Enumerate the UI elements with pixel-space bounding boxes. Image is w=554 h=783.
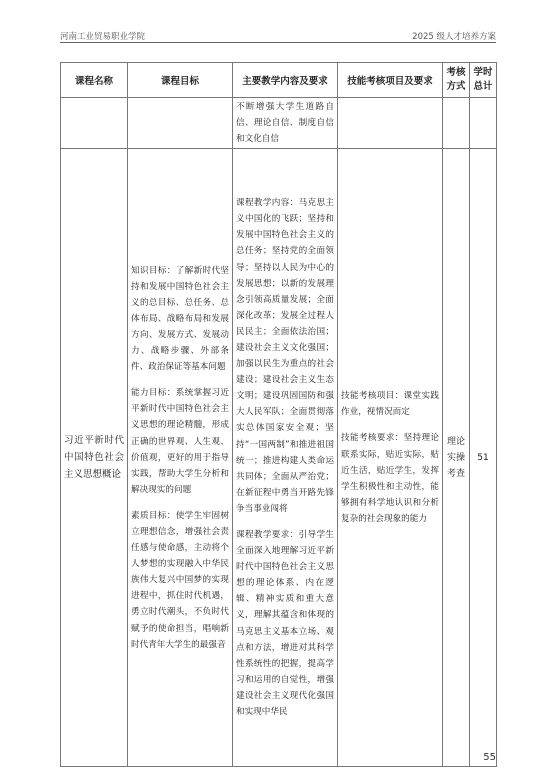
curriculum-table [60, 62, 497, 767]
row2-assessment-method: 理论实操考查 [443, 149, 470, 767]
header-course-name: 课程名称 [61, 63, 128, 98]
page-number: 55 [483, 752, 496, 763]
header-teaching-content: 主要教学内容及要求 [233, 63, 338, 98]
content-teaching: 课程教学内容：马克思主义中国化的飞跃；坚持和发展中国特色社会主义的总任务；坚持党的全面领导；坚持以人民为中心的发展思想；以新的发展理念引领高质量发展；全面深化改革；发展全过程人民民主；全面依法治国；建设社会主义文化强国；加强以民生为重点的社会建设；建设社会主义生态文明；建设巩固国防和强大人民军队；全面贯彻落实总体国家安全观；坚持“一国两制”和推进祖国统一；推进构建人类命运共同体；全面从严治党；在新征程中勇当开路先锋争当事业闯将 [236, 198, 334, 514]
header-rule [60, 42, 496, 43]
skill-requirement: 技能考核要求：坚持理论联系实际，贴近实际，贴近生活，贴近学生，发挥学生积极性和主动性，能够拥有科学地认识和分析复杂的社会现象的能力 [341, 433, 439, 524]
skill-item: 技能考核项目：课堂实践作业，视情况而定 [341, 391, 439, 418]
header-plan-title: 2025 级人才培养方案 [412, 32, 496, 42]
table-header-row [61, 63, 497, 98]
row2-content-cell [233, 149, 338, 767]
header-total-hours [470, 63, 497, 98]
table-row [61, 149, 497, 767]
header-assessment-line2: 方式 [446, 81, 466, 92]
row2-goal-cell [128, 149, 233, 767]
table-row [61, 98, 497, 149]
row1-assessment-cell [443, 98, 470, 149]
goal-quality: 素质目标：使学生牢固树立理想信念，增强社会责任感与使命感，主动将个人梦想的实现融入中华民族伟大复兴中国梦的实现进程中，抓住时代机遇，勇立时代潮头，不负时代赋予的使命担当，唱响新时代青年大学生的最强音 [131, 510, 229, 650]
goal-knowledge: 知识目标：了解新时代坚持和发展中国特色社会主义的总目标、总任务、总体布局、战略布局和发展方向、发展方式、发展动力、战略步骤、外部条件、政治保证等基本问题 [131, 265, 229, 373]
row2-total-hours: 51 [470, 149, 497, 767]
row1-content-text: 不断增强大学生道路自信、理论自信、制度自信和文化自信 [236, 102, 334, 145]
row1-hours-cell [470, 98, 497, 149]
goal-ability: 能力目标：系统掌握习近平新时代中国特色社会主义思想的理论精髓，形成正确的世界观、人生观、价值观，更好的用于指导实践，帮助大学生分析和解决现实的问题 [131, 388, 229, 495]
header-hours-line2: 总计 [473, 81, 493, 92]
row1-goal-cell [128, 98, 233, 149]
header-school-name: 河南工业贸易职业学院 [60, 32, 146, 42]
row1-content-cell [233, 98, 338, 149]
row2-course-name: 习近平新时代中国特色社会主义思想概论 [61, 149, 128, 767]
row1-course-cell [61, 98, 128, 149]
row1-skill-cell [338, 98, 443, 149]
content-requirement: 课程教学要求：引导学生全面深入地理解习近平新时代中国特色社会主义思想的理论体系、内在逻辑、精神实质和重大意义，理解其蕴含和体现的马克思主义基本立场、观点和方法，增进对其科学性系统性的把握，提高学习和运用的自觉性，增强建设社会主义现代化强国和实现中华民 [236, 530, 334, 718]
header-skill-assessment: 技能考核项目及要求 [338, 63, 443, 98]
header-assessment-line1: 考核 [446, 67, 466, 78]
header-course-goal: 课程目标 [128, 63, 233, 98]
header-hours-line1: 学时 [473, 67, 493, 78]
row2-skill-cell [338, 149, 443, 767]
header-assessment-method [443, 63, 470, 98]
